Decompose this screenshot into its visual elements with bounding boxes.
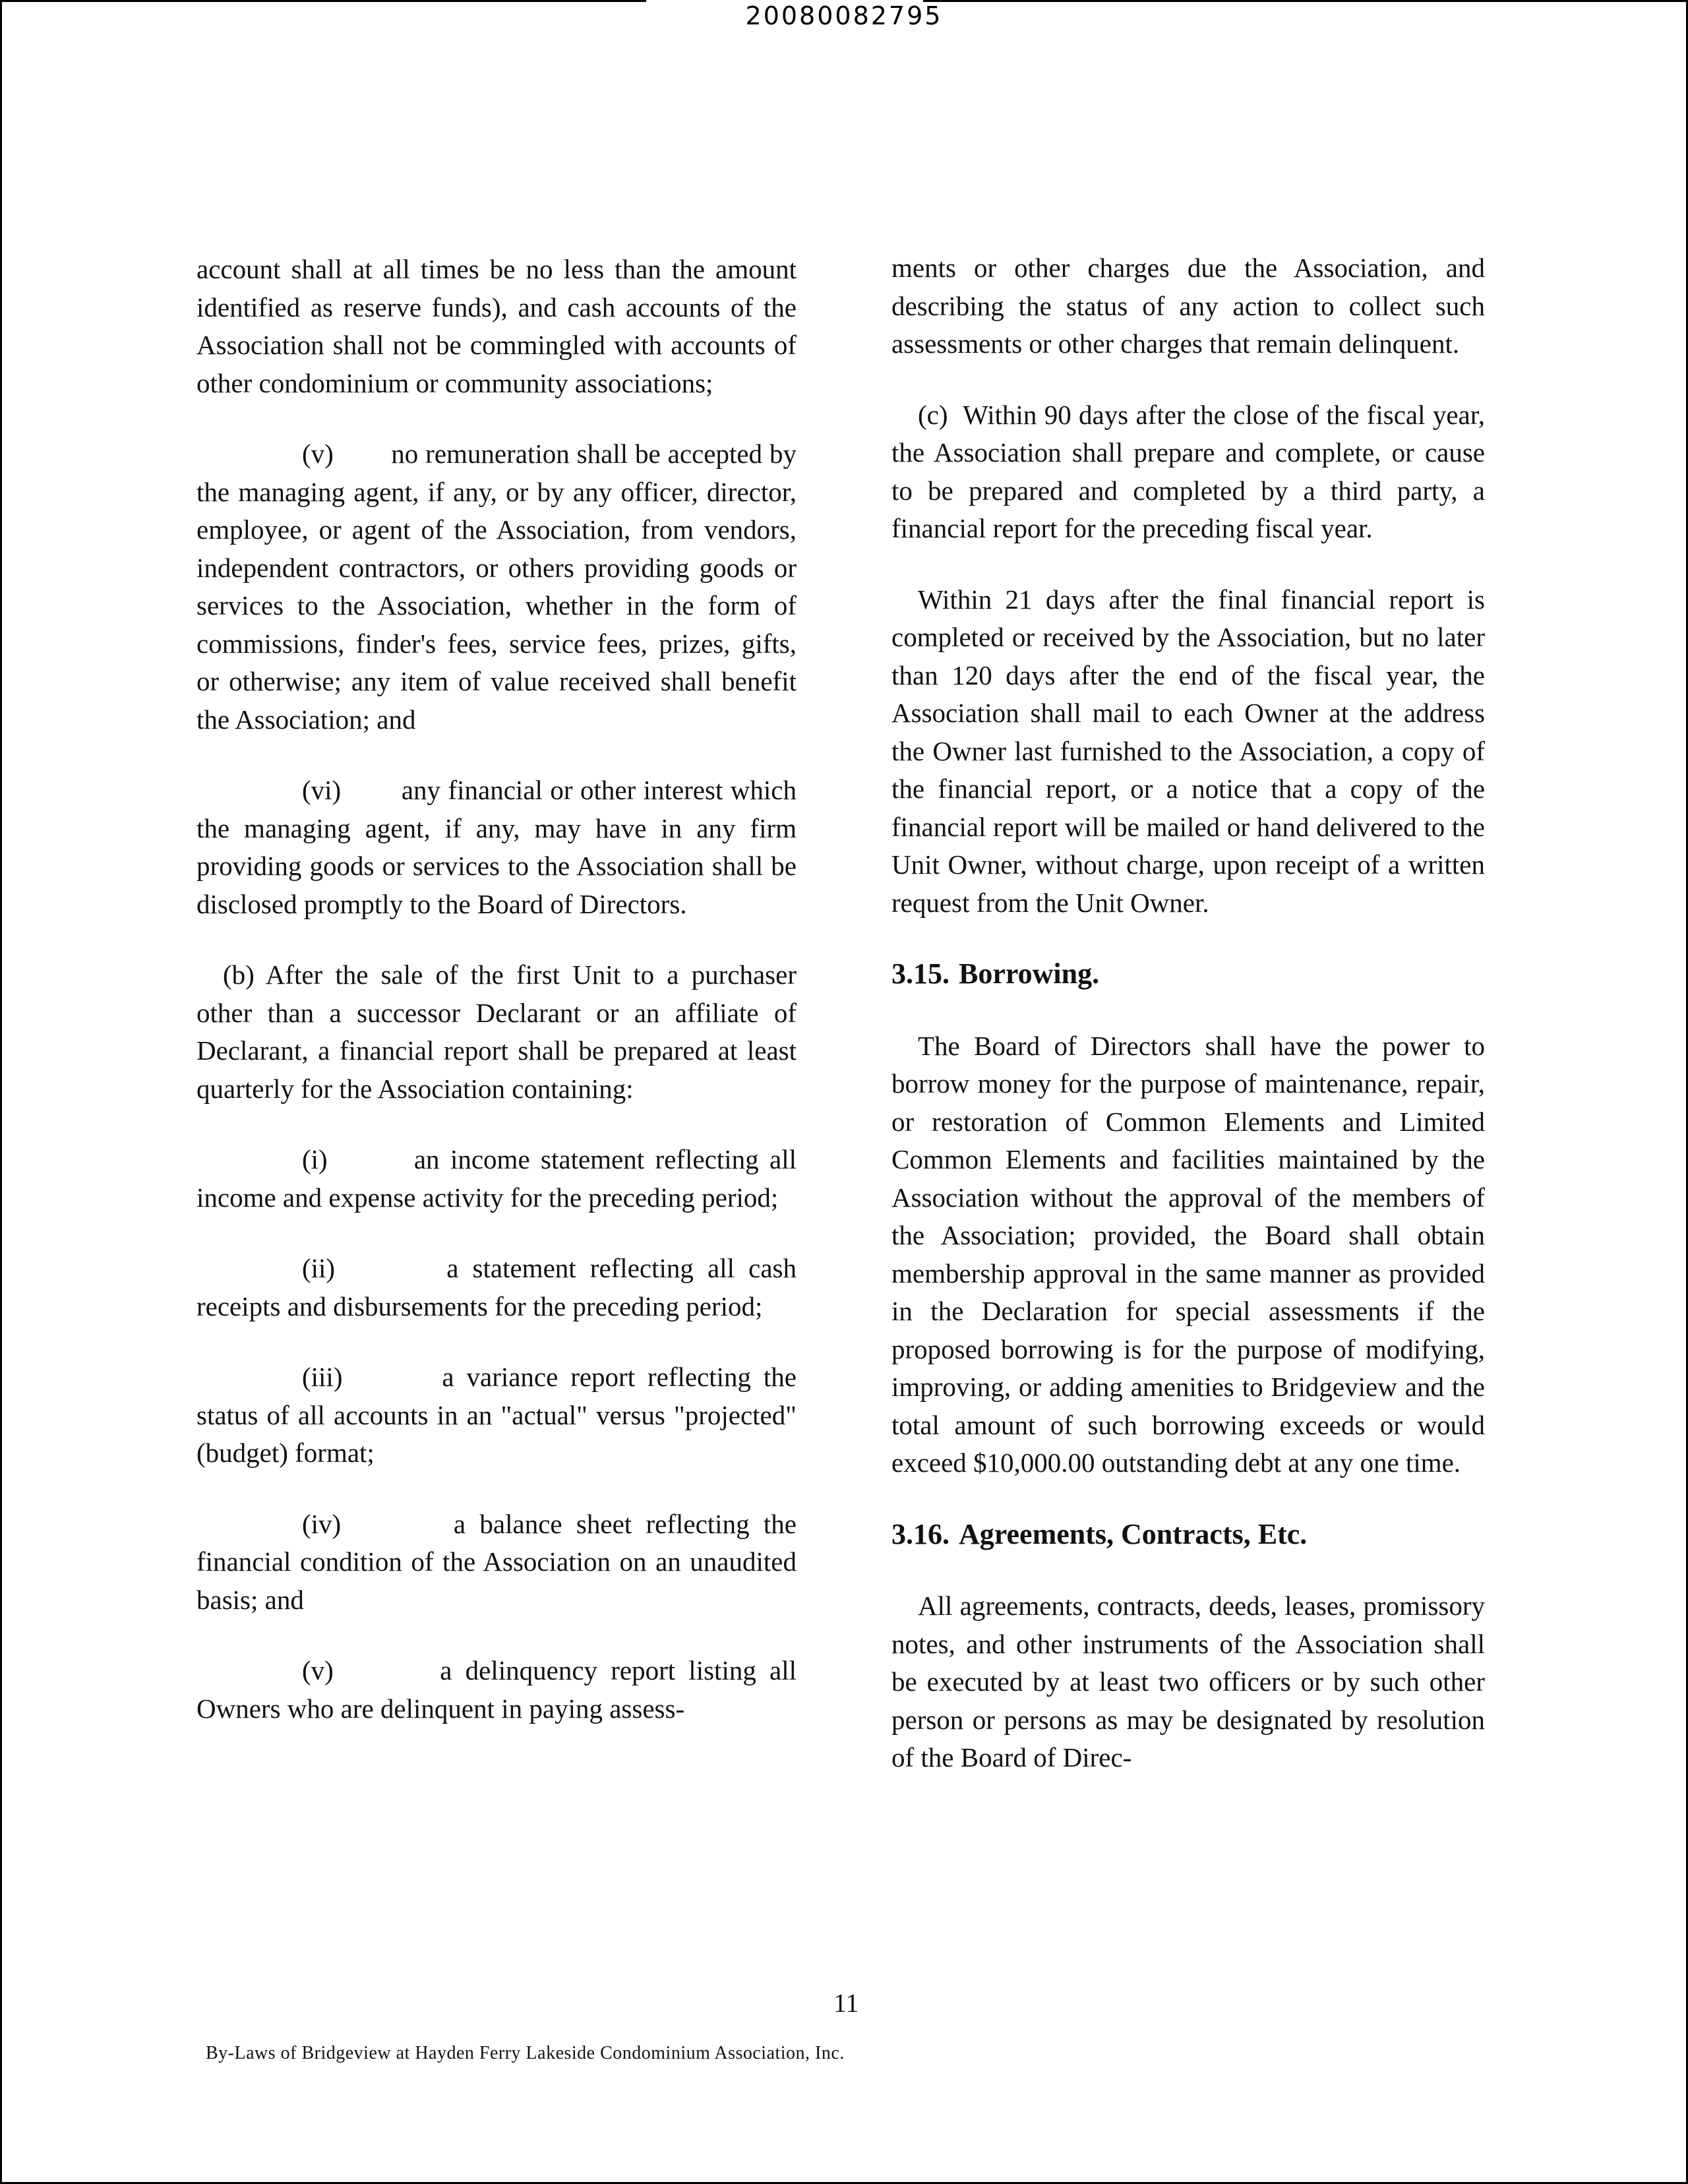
- paragraph-item-i: (i) an income statement reflecting all income and expense activity for the preceding period;: [196, 1144, 797, 1213]
- section-heading-3-16: [891, 1515, 1485, 1554]
- page-number: 11: [833, 1988, 859, 2018]
- page-footer: By-Laws of Bridgeview at Hayden Ferry Lakeside Condominium Association, Inc.: [206, 2043, 845, 2063]
- section-title-3-15: Borrowing.: [959, 957, 1100, 990]
- paragraph-continuation: account shall at all times be no less than the amount identified as reserve funds), and cash accounts of the Association shall not be commingled with accounts of other condominium or community associations;: [196, 254, 797, 398]
- left-column: [196, 251, 797, 1761]
- paragraph-item-ii: (ii) a statement reflecting all cash receipts and disbursements for the preceding period;: [196, 1253, 797, 1321]
- section-title-3-16: Agreements, Contracts, Etc.: [959, 1517, 1308, 1550]
- section-number-3-15: 3.15.: [891, 957, 950, 990]
- paragraph-agreements: All agreements, contracts, deeds, leases, promissory notes, and other instruments of the Association shall be executed by at least two officers or by such other person or persons as may be designated by resolution of the Board of Direc-: [891, 1591, 1485, 1773]
- paragraph-financial-report-mailing: Within 21 days after the final financial report is completed or received by the Association, but no later than 120 days after the end of the fiscal year, the Association shall mail to each Owner at the address the Owner last furnished to the Association, a copy of the financial report, or a notice that a copy of the financial report will be mailed or hand delivered to the Unit Owner, without charge, upon receipt of a written request from the Unit Owner.: [891, 584, 1485, 918]
- section-heading-3-15: [891, 955, 1485, 993]
- paragraph-item-v-delinquency: (v) a delinquency report listing all Owners who are delinquent in paying assess-: [196, 1655, 797, 1724]
- paragraph-item-iv: (iv) a balance sheet reflecting the financial condition of the Association on an unaudited basis; and: [196, 1508, 797, 1615]
- document-number: 20080082795: [745, 1, 943, 30]
- paragraph-item-v: (v) no remuneration shall be accepted by the managing agent, if any, or by any officer, director, employee, or agent of the Association, from vendors, independent contractors, or others providing goods or services to the Association, whether in the form of commissions, finder's fees, service fees, prizes, gifts, or otherwise; any item of value received shall benefit the Association; and: [196, 439, 797, 735]
- paragraph-item-vi: (vi) any financial or other interest which the managing agent, if any, may have in any firm providing goods or services to the Association shall be disclosed promptly to the Board of Directors.: [196, 775, 797, 919]
- section-number-3-16: 3.16.: [891, 1517, 950, 1550]
- paragraph-item-c: (c) Within 90 days after the close of the fiscal year, the Association shall prepare and complete, or cause to be prepared and completed by a third party, a financial report for the preceding fiscal year.: [891, 399, 1485, 543]
- paragraph-item-iii: (iii) a variance report reflecting the status of all accounts in an "actual" versus "projected" (budget) format;: [196, 1362, 797, 1468]
- paragraph-borrowing: The Board of Directors shall have the power to borrow money for the purpose of maintenance, repair, or restoration of Common Elements and Limited Common Elements and facilities maintained by the Association without the approval of the members of the Association; provided, the Board shall obtain membership approval in the same manner as provided in the Declaration for special assessments if the proposed borrowing is for the purpose of modifying, improving, or adding amenities to Bridgeview and the total amount of such borrowing exceeds or would exceed $10,000.00 outstanding debt at any one time.: [891, 1030, 1485, 1478]
- paragraph-continuation-right: ments or other charges due the Association, and describing the status of any action to collect such assessments or other charges that remain delinquent.: [891, 253, 1485, 359]
- right-column: [891, 249, 1485, 1810]
- paragraph-item-b: (b) After the sale of the first Unit to a purchaser other than a successor Declarant or an affiliate of Declarant, a financial report shall be prepared at least quarterly for the Association containing:: [196, 959, 797, 1104]
- page-border-left: [0, 0, 2, 2184]
